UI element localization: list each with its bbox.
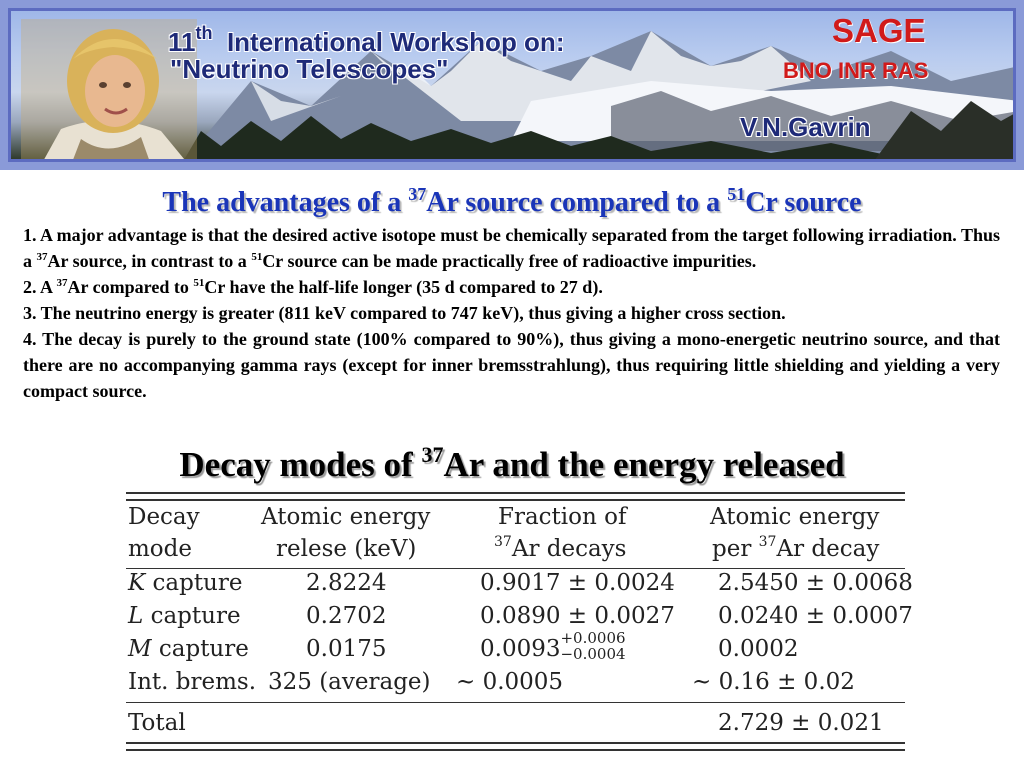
row-brems-mode: Int. brems. [128,669,257,695]
advantage-item-4: 4. The decay is purely to the ground state (100% compared to 90%), thus giving a mono-energetic neutrino source, and that there are no accompanying gamma rays (except for inner bremsstrahlung), thus requiring little shielding and yielding a very compact source. [23,329,1000,401]
row-brems-energy: 325 (average) [268,669,431,695]
header-fraction-line1: Fraction of [498,504,627,530]
advantage-item-3: 3. The neutrino energy is greater (811 keV compared to 747 keV), thus giving a higher cross section. [23,303,786,323]
table-rule-total [126,702,905,703]
row-k-energy: 2.8224 [306,570,387,596]
header-decay-mode-line1: Decay [128,504,200,530]
row-m-per-decay: 0.0002 [718,636,799,662]
row-brems-fraction: ~ 0.0005 [456,669,564,695]
row-brems-per-decay: ~ 0.16 ± 0.02 [692,669,855,695]
row-m-energy: 0.0175 [306,636,387,662]
total-per-decay: 2.729 ± 0.021 [718,710,884,736]
table-rule-top [126,492,905,494]
header-energy-line1: Atomic energy [261,504,431,530]
header-fraction-line2: $^{37}$Ar decays [494,534,627,562]
row-l-mode: L capture [128,603,241,629]
workshop-subtitle: "Neutrino Telescopes" [170,54,449,84]
table-rule-top-2 [126,499,905,501]
experiment-name: SAGE [832,12,926,49]
header-banner [0,0,1024,170]
row-k-fraction: 0.9017 ± 0.0024 [480,570,675,596]
institute-name: BNO INR RAS [783,58,929,83]
row-l-per-decay: 0.0240 ± 0.0007 [718,603,913,629]
table-rule-bottom-2 [126,749,905,751]
row-k-per-decay: 2.5450 ± 0.0068 [718,570,913,596]
decay-modes-table [126,492,913,754]
advantage-item-1: 1. A major advantage is that the desired active isotope must be chemically separated from the target following irradiation. Thus a $^{37}$Ar source, in contrast to a $^{51}$Cr source can be made practically free of radioactive impurities. [23,225,1000,271]
row-k-mode: K capture [128,570,243,596]
advantages-list [23,222,1000,404]
decay-modes-heading: Decay modes of $^{37}$Ar and the energy released [179,442,845,484]
row-m-fraction: 0.0093+0.0006 −0.0004 [480,629,626,663]
asymmetric-uncertainty: +0.0006 −0.0004 [560,629,626,663]
row-l-energy: 0.2702 [306,603,387,629]
workshop-title: 11th International Workshop on: [168,23,565,57]
author-name: V.N.Gavrin [740,112,871,142]
row-m-mode: M capture [128,636,249,662]
header-per-decay-line2: per $^{37}$Ar decay [712,534,880,562]
header-decay-mode-line2: mode [128,536,192,562]
header-energy-line2: relese (keV) [276,536,417,562]
total-label: Total [128,710,186,736]
advantage-item-2: 2. A $^{37}$Ar compared to $^{51}$Cr have the half-life longer (35 d compared to 27 d). [23,277,603,297]
advantages-heading: The advantages of a $^{37}$Ar source compared to a $^{51}$Cr source [162,184,862,218]
header-per-decay-line1: Atomic energy [710,504,880,530]
row-l-fraction: 0.0890 ± 0.0027 [480,603,675,629]
table-rule-bottom [126,742,905,744]
